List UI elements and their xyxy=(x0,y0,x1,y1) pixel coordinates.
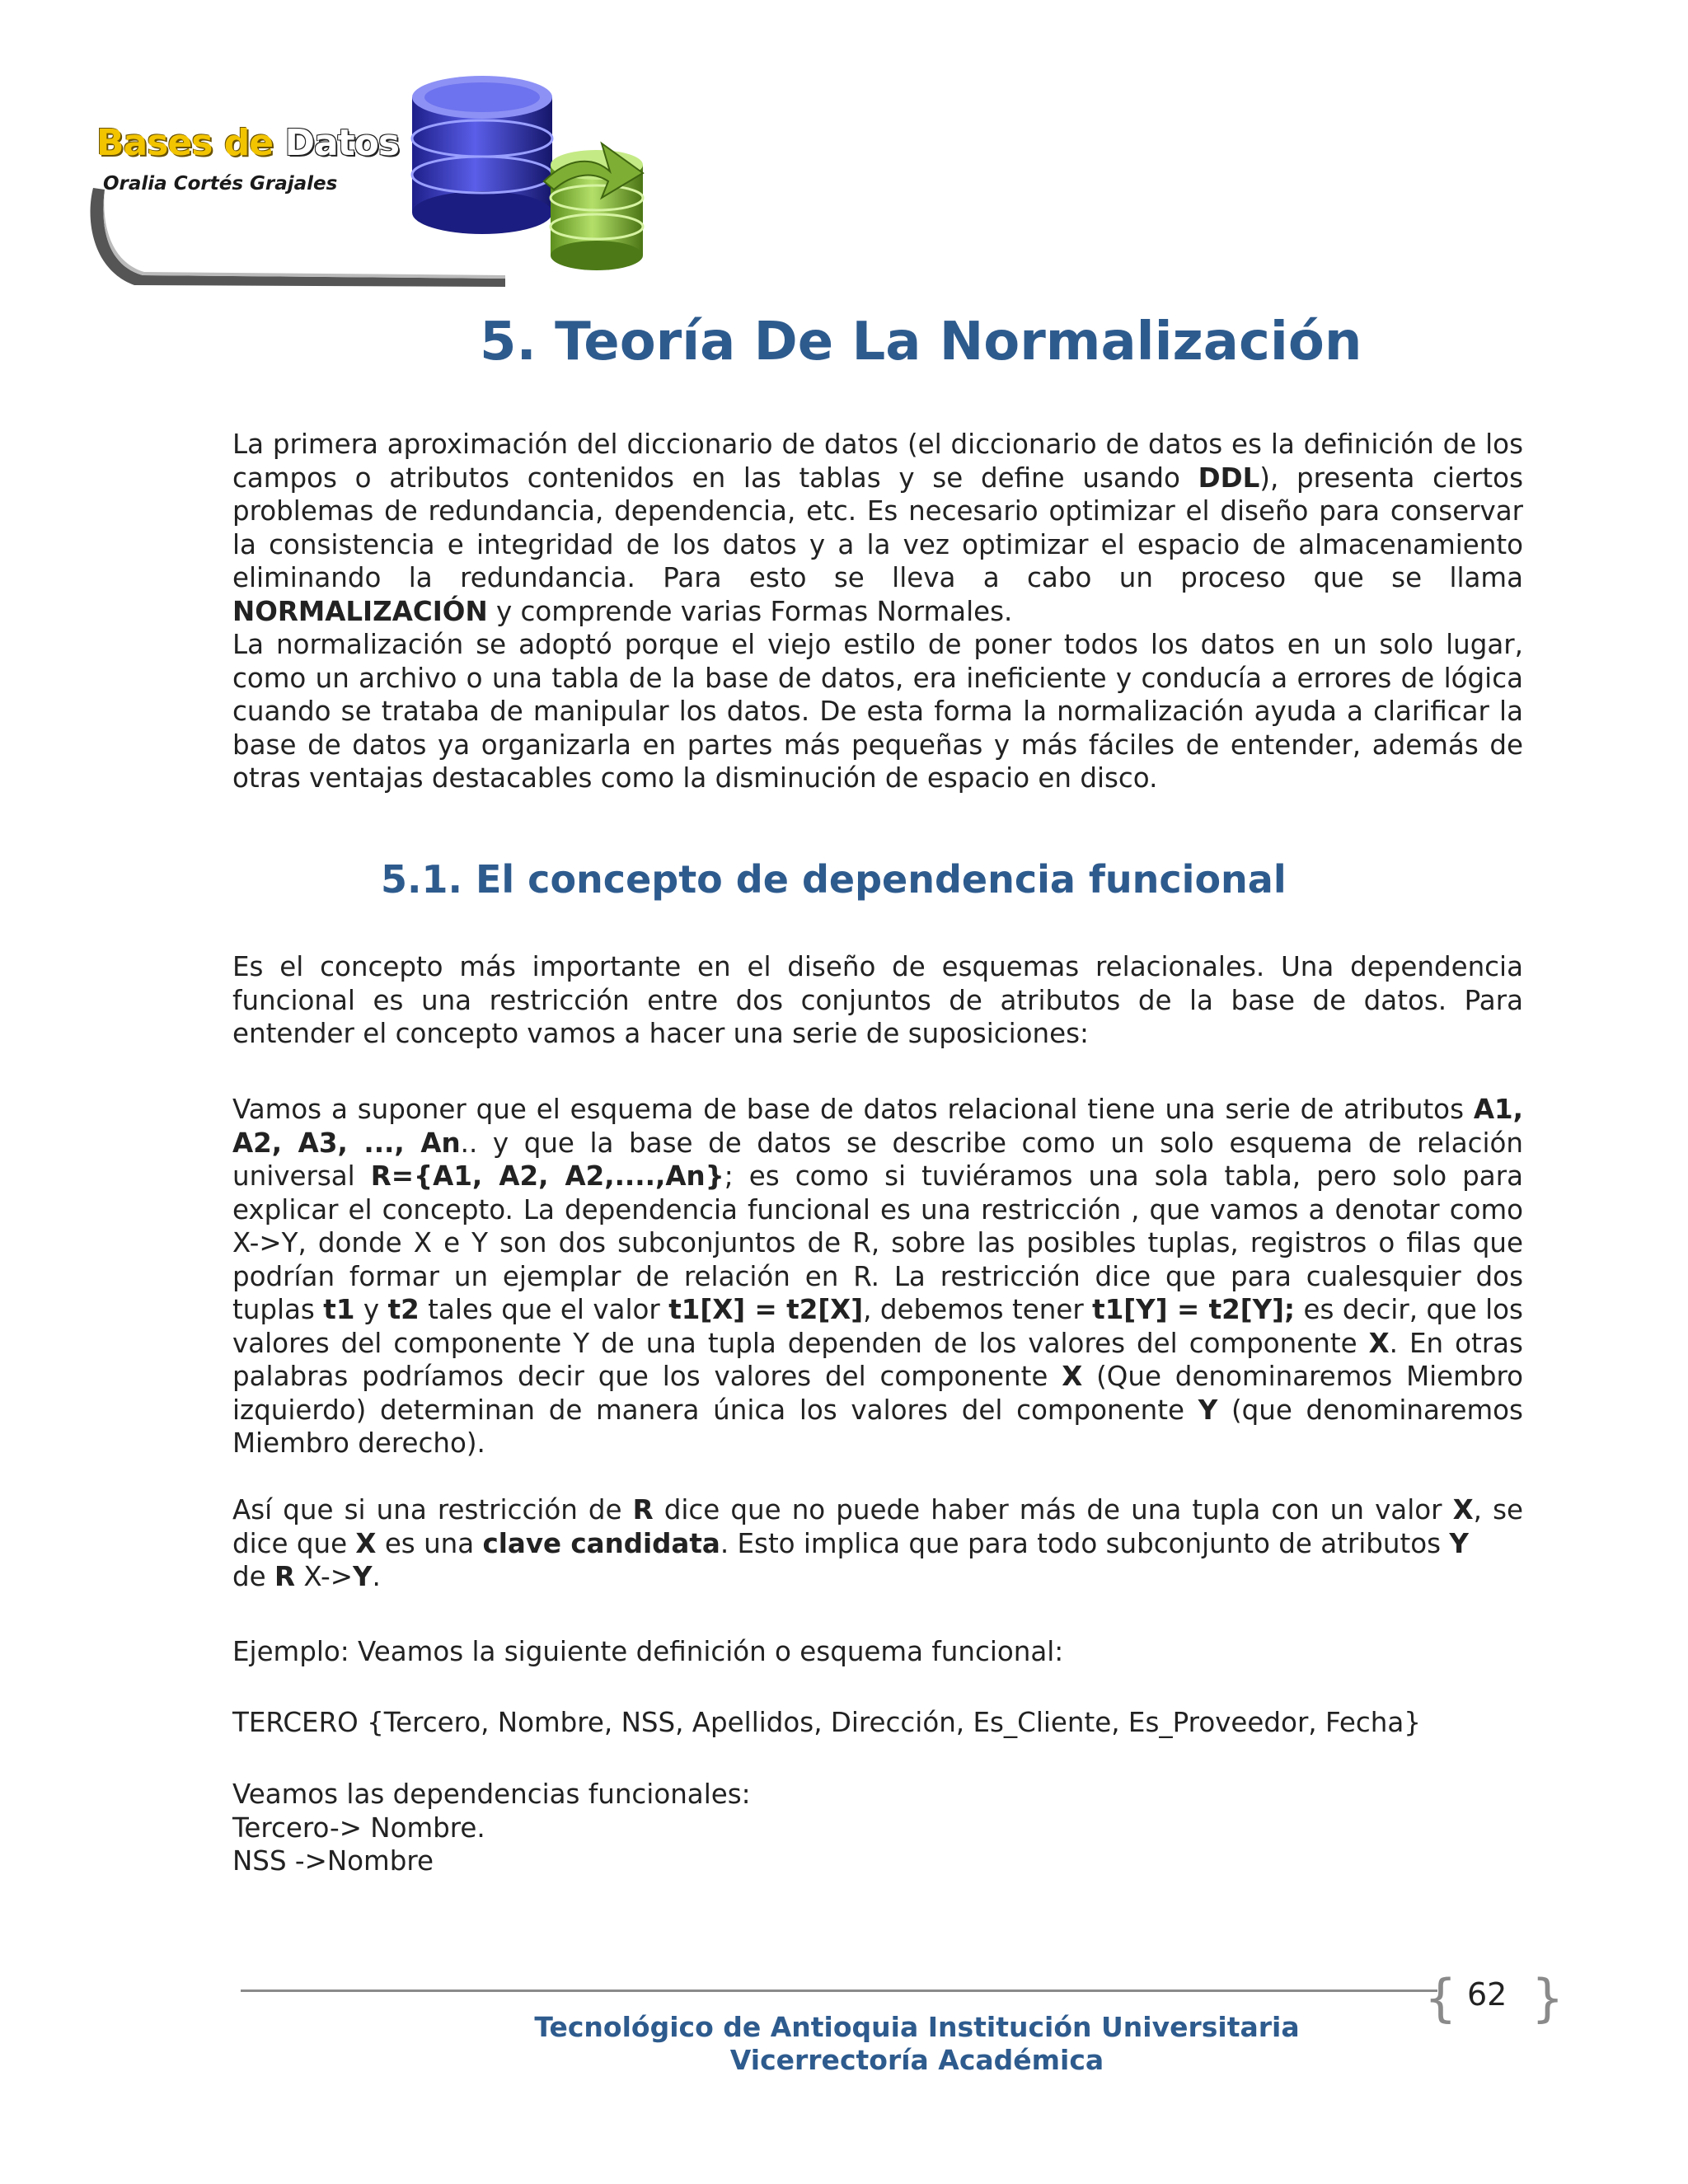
p3-text: es una xyxy=(376,1527,483,1559)
p3-text: . Esto implica que para todo subconjunto de atributos xyxy=(720,1527,1450,1559)
paragraph-candidate-key xyxy=(232,1493,1523,1594)
p3-text: de xyxy=(232,1561,274,1592)
logo-title-part2: Datos xyxy=(284,122,400,164)
intro-text-2: ), presenta ciertos problemas de redundancia, dependencia, etc. Es necesario optimizar el diseño para conservar la consistencia e integridad de los datos y a la vez optimizar el espacio de almacenamiento eliminando la redundancia. Para esto se lleva a cabo un proceso que se llama xyxy=(232,462,1523,593)
p2-bold: R={A1, A2, A2,....,An} xyxy=(370,1160,724,1192)
schema-definition: TERCERO {Tercero, Nombre, NSS, Apellidos, Dirección, Es_Cliente, Es_Proveedor, Fecha} xyxy=(232,1707,1421,1738)
p2-text: .. y que la base de datos se describe como un solo esquema de relación universal xyxy=(232,1127,1524,1192)
p3-bold: R xyxy=(632,1494,654,1526)
p2-bold: A1, A2, A3, ..., An xyxy=(232,1094,1523,1159)
logo-title xyxy=(96,122,399,164)
logo-author: Oralia Cortés Grajales xyxy=(103,173,338,194)
p3-text: Así que si una restricción de xyxy=(232,1494,633,1526)
p3-bold: Y xyxy=(1449,1527,1469,1559)
paragraph-concept: Es el concepto más importante en el diseño de esquemas relacionales. Una dependencia funcional es una restricción entre dos conjuntos de atributos de la base de datos. Para entender el concepto vamos a hacer una serie de suposiciones: xyxy=(232,951,1523,1049)
intro-bold-normalizacion: NORMALIZACIÓN xyxy=(232,595,488,627)
p2-text: es decir, que los valores del componente Y de una tupla dependen de los valores del componente xyxy=(232,1294,1523,1359)
p2-bold: t2 xyxy=(387,1294,420,1325)
p2-text: tales que el valor xyxy=(419,1294,669,1325)
p2-text: ; es como si tuviéramos una sola tabla, pero solo para explicar el concepto. La dependencia funcional es una restricción , que vamos a denotar como X->Y, donde X e Y son dos subconjuntos de R, sobre las posibles tuplas, registros o filas que podrían formar un ejemplar de relación en R. La restricción dice que para cualesquier dos tuplas xyxy=(232,1160,1523,1325)
p2-text: , debemos tener xyxy=(863,1294,1093,1325)
p2-bold: t1 xyxy=(323,1294,355,1325)
p2-bold: t1[Y] = t2[Y]; xyxy=(1092,1294,1296,1325)
intro-text-3: y comprende varias Formas Normales. xyxy=(487,595,1013,627)
p3-bold: X xyxy=(355,1527,377,1559)
p2-text: . En otras palabras podríamos decir que los valores del componente xyxy=(232,1327,1523,1392)
section-title: 5.1. El concepto de dependencia funcional xyxy=(381,857,1287,902)
p3-text: X-> xyxy=(295,1561,353,1592)
footer-department: Vicerrectoría Académica xyxy=(729,2044,1104,2076)
p2-text: Vamos a suponer que el esquema de base de datos relacional tiene una serie de atributos xyxy=(232,1094,1474,1125)
p2-text: (que denominaremos Miembro derecho). xyxy=(232,1394,1523,1459)
intro-text-1: La primera aproximación del diccionario de datos (el diccionario de datos es la definición de los campos o atributos contenidos en las tablas y se define usando xyxy=(232,429,1523,494)
p3-bold: R xyxy=(274,1561,295,1592)
p2-bold: Y xyxy=(1198,1394,1218,1426)
page-bracket-left-icon: { xyxy=(1424,1968,1457,2028)
p3-text: dice que no puede haber más de una tupla con un valor xyxy=(653,1494,1453,1526)
p3-bold: clave candidata xyxy=(482,1527,720,1559)
p2-bold: X xyxy=(1368,1327,1390,1359)
p3-text: . xyxy=(372,1561,381,1592)
p3-text: , se dice que xyxy=(232,1494,1524,1559)
intro-paragraph xyxy=(232,428,1523,795)
p3-bold: X xyxy=(1452,1494,1474,1526)
dependency-item: Tercero-> Nombre. xyxy=(232,1812,485,1844)
dependencies-intro: Veamos las dependencias funcionales: xyxy=(232,1779,751,1810)
p2-bold: t1[X] = t2[X] xyxy=(668,1294,864,1325)
paragraph-definition xyxy=(232,1093,1523,1460)
footer-institution: Tecnológico de Antioquia Institución Universitaria xyxy=(534,2011,1300,2043)
chapter-title: 5. Teoría De La Normalización xyxy=(480,312,1362,373)
p2-text: (Que denominaremos Miembro izquierdo) determinan de manera única los valores del componente xyxy=(232,1361,1523,1426)
page-number: 62 xyxy=(1467,1976,1507,2013)
intro-bold-ddl: DDL xyxy=(1198,462,1260,494)
example-intro: Ejemplo: Veamos la siguiente definición o esquema funcional: xyxy=(232,1636,1064,1667)
footer-divider xyxy=(241,1990,1437,1992)
p2-text: y xyxy=(354,1294,388,1325)
logo-title-part1: Bases de xyxy=(96,122,274,164)
p3-bold: Y xyxy=(352,1561,373,1592)
database-icon xyxy=(404,74,668,284)
p2-bold: X xyxy=(1062,1361,1083,1392)
page-bracket-right-icon: } xyxy=(1531,1968,1564,2028)
header-logo xyxy=(78,74,672,288)
dependency-item: NSS ->Nombre xyxy=(232,1845,434,1877)
intro-text-4: La normalización se adoptó porque el viejo estilo de poner todos los datos en un solo lugar, como un archivo o una tabla de la base de datos, era ineficiente y conducía a errores de lógica cuando se trataba de manipular los datos. De esta forma la normalización ayuda a clarificar la base de datos ya organizarla en partes más pequeñas y más fáciles de entender, además de otras ventajas destacables como la disminución de espacio en disco. xyxy=(232,629,1523,794)
